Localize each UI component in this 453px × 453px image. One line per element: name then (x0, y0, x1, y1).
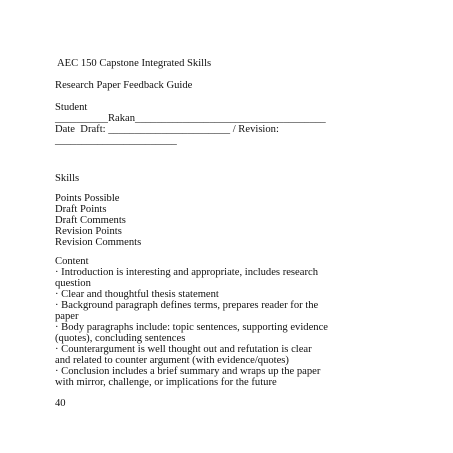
column-draft-comments: Draft Comments (55, 215, 126, 226)
date-draft-revision-line: Date Draft: _______________________ / Revision: (55, 124, 279, 135)
content-item: with mirror, challenge, or implications for the future (55, 377, 277, 388)
content-item: · Body paragraphs include: topic sentences, supporting evidence (55, 322, 329, 333)
content-item: · Clear and thoughtful thesis statement (55, 289, 219, 300)
student-label: Student (55, 102, 88, 113)
points-value: 40 (55, 398, 66, 409)
column-revision-points: Revision Points (55, 226, 122, 237)
content-item: · Introduction is interesting and appropriate, includes research (55, 267, 318, 278)
document-title: Research Paper Feedback Guide (55, 80, 193, 91)
content-heading: Content (55, 256, 89, 267)
column-points-possible: Points Possible (55, 193, 120, 204)
column-revision-comments: Revision Comments (55, 237, 142, 248)
skills-heading: Skills (55, 173, 80, 184)
content-item: question (55, 278, 91, 289)
content-item: · Counterargument is well thought out and refutation is clear (55, 344, 312, 355)
course-title: AEC 150 Capstone Integrated Skills (57, 58, 212, 69)
content-item: · Conclusion includes a brief summary and wraps up the paper (55, 366, 321, 377)
column-draft-points: Draft Points (55, 204, 107, 215)
content-item: paper (55, 311, 79, 322)
revision-blank-line: _______________________ (55, 135, 177, 146)
content-item: and related to counter argument (with evidence/quotes) (55, 355, 289, 366)
content-item: · Background paragraph defines terms, prepares reader for the (55, 300, 319, 311)
student-name-line: __________Rakan____________________________________ (55, 113, 326, 124)
content-item: (quotes), concluding sentences (55, 333, 186, 344)
